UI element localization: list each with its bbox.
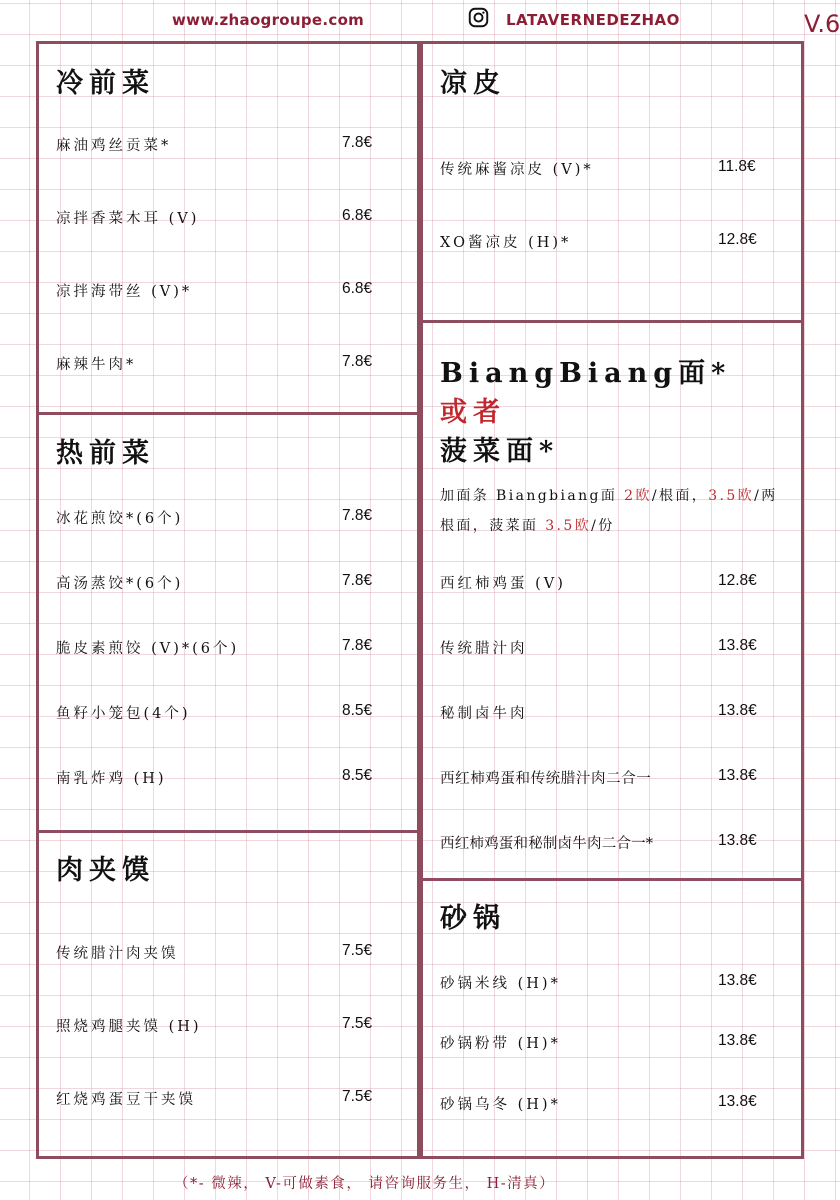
menu-item-name: 凉拌香菜木耳 (V) — [56, 211, 200, 227]
menu-item-name: 传统腊汁肉 — [440, 641, 528, 657]
menu-item-name: 高汤蒸饺*(6个) — [56, 576, 184, 592]
menu-item-price: 12.8€ — [718, 231, 757, 248]
menu-item-price: 13.8€ — [718, 1093, 757, 1110]
note-text: /根面， — [651, 488, 709, 504]
menu-item-name: 红烧鸡蛋豆干夹馍 — [56, 1092, 196, 1108]
section-title-hot-appetizers: 热前菜 — [56, 438, 155, 469]
section-title-or: 或者 — [440, 397, 506, 428]
menu-item-price: 7.8€ — [342, 507, 373, 524]
menu-item-name: 传统腊汁肉夹馍 — [56, 946, 179, 962]
section-title-liangpi: 凉皮 — [440, 68, 506, 99]
extra-noodle-note — [440, 481, 790, 541]
menu-item-price: 8.5€ — [342, 767, 373, 784]
note-price: 3.5欧 — [708, 488, 755, 504]
note-text: /份 — [591, 518, 615, 534]
menu-item-price: 7.5€ — [342, 1015, 373, 1032]
menu-item-name: 砂锅粉带 (H)* — [440, 1036, 561, 1052]
menu-item-price: 12.8€ — [718, 572, 757, 589]
instagram-icon — [468, 7, 489, 28]
section-title-spinach-noodles: 菠菜面* — [440, 436, 560, 467]
instagram-handle[interactable]: LATAVERNEDEZHAO — [506, 11, 680, 29]
menu-item-price: 11.8€ — [718, 158, 756, 175]
menu-item-price: 6.8€ — [342, 280, 373, 297]
menu-item-name: 凉拌海带丝 (V)* — [56, 284, 193, 300]
menu-item-price: 7.5€ — [342, 942, 373, 959]
menu-item-name: 南乳炸鸡 (H) — [56, 771, 167, 787]
website-url[interactable]: www.zhaogroupe.com — [172, 11, 365, 29]
menu-item-price: 7.8€ — [342, 572, 373, 589]
menu-item-name: 西红柿鸡蛋 (V) — [440, 576, 566, 592]
menu-item-price: 7.8€ — [342, 637, 373, 654]
menu-item-price: 7.5€ — [342, 1088, 373, 1105]
menu-item-name: 鱼籽小笼包(4个) — [56, 706, 191, 722]
section-title-clay-pot: 砂锅 — [440, 903, 506, 934]
menu-item-name: XO酱凉皮 (H)* — [440, 235, 572, 251]
section-title-rou-jia-mo: 肉夹馍 — [56, 855, 155, 886]
menu-item-name: 传统麻酱凉皮 (V)* — [440, 162, 594, 178]
note-price: 2欧 — [624, 488, 652, 504]
menu-item-price: 13.8€ — [718, 832, 757, 849]
note-price: 3.5欧 — [545, 518, 592, 534]
menu-item-price: 8.5€ — [342, 702, 373, 719]
menu-item-price: 13.8€ — [718, 767, 757, 784]
menu-version: V.6 — [804, 10, 840, 38]
note-text: /两根面，菠菜面 — [440, 488, 778, 534]
menu-item-name: 照烧鸡腿夹馍 (H) — [56, 1019, 202, 1035]
menu-item-name: 冰花煎饺*(6个) — [56, 511, 184, 527]
menu-item-name: 脆皮素煎饺 (V)*(6个) — [56, 641, 240, 657]
menu-item-name: 砂锅米线 (H)* — [440, 976, 561, 992]
section-title-biangbiang: BiangBiang面* — [440, 358, 732, 389]
menu-item-name: 西红柿鸡蛋和传统腊汁肉二合一 — [440, 771, 652, 787]
menu-item-name: 砂锅乌冬 (H)* — [440, 1097, 561, 1113]
section-title-cold-appetizers: 冷前菜 — [56, 68, 155, 99]
menu-item-price: 6.8€ — [342, 207, 373, 224]
menu-item-name: 秘制卤牛肉 — [440, 706, 528, 722]
menu-item-price: 13.8€ — [718, 637, 757, 654]
menu-item-price: 13.8€ — [718, 1032, 757, 1049]
legend-footnote: （*- 微辣， V-可做素食， 请咨询服务生， H-清真） — [174, 1176, 556, 1192]
menu-item-name: 西红柿鸡蛋和秘制卤牛肉二合一* — [440, 836, 654, 852]
menu-item-price: 13.8€ — [718, 702, 757, 719]
menu-item-price: 13.8€ — [718, 972, 757, 989]
menu-item-price: 7.8€ — [342, 134, 373, 151]
note-text: 加面条 Biangbiang面 — [440, 488, 625, 504]
menu-item-price: 7.8€ — [342, 353, 373, 370]
menu-item-name: 麻辣牛肉* — [56, 357, 137, 373]
menu-item-name: 麻油鸡丝贡菜* — [56, 138, 172, 154]
